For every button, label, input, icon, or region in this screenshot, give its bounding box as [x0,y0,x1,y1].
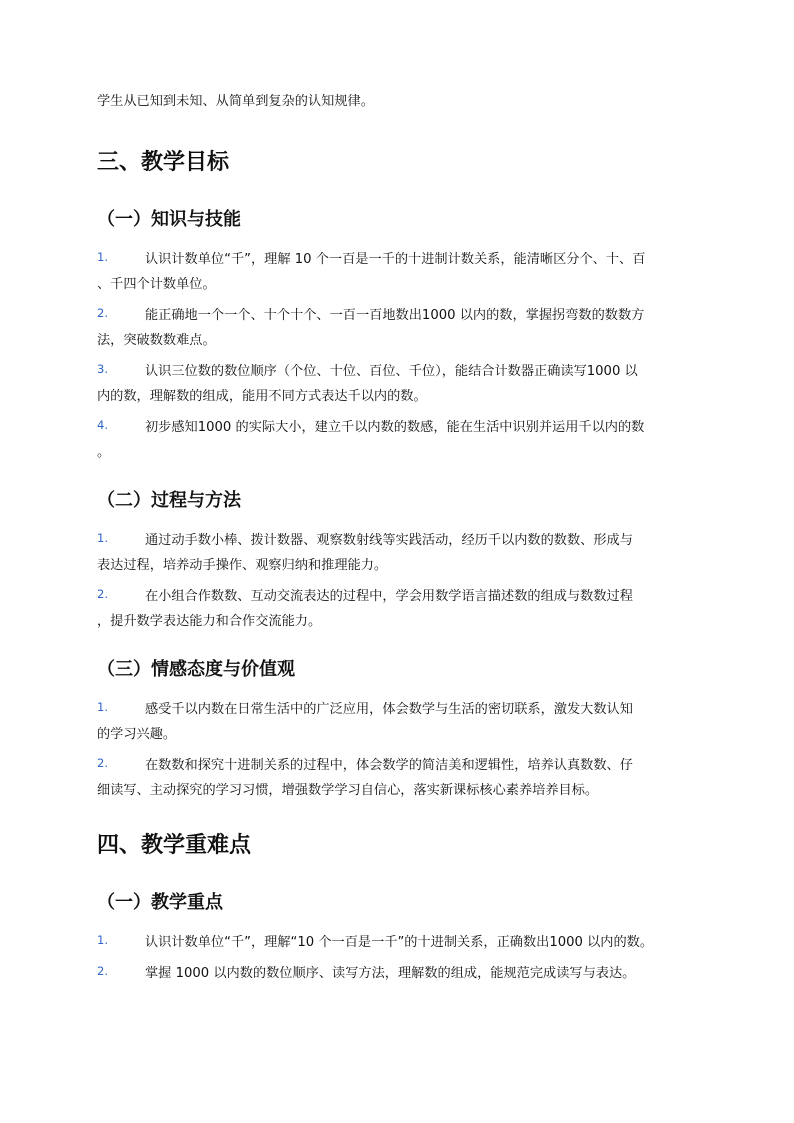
section-3-1-heading: （一）知识与技能 [97,209,241,230]
process-methods-list [97,528,703,634]
list-item-line: 感受千以内数在日常生活中的广泛应用，体会数学与生活的密切联系，激发大数认知 [145,702,633,717]
list-item [97,753,703,803]
list-item [97,584,703,634]
list-number: 1. [97,933,108,947]
list-number: 1. [97,700,108,714]
list-number: 2. [97,756,108,770]
list-number: 2. [97,306,108,320]
list-item [97,303,703,353]
knowledge-skills-list [97,247,703,465]
list-number: 1. [97,531,108,545]
list-item-line: ，提升数学表达能力和合作交流能力。 [97,614,322,629]
list-item-line: 内的数，理解数的组成，能用不同方式表达千以内的数。 [97,389,427,404]
list-item-line: 认识计数单位“千”，理解 10 个一百是一千的十进制计数关系，能清晰区分个、十、百 [145,252,646,267]
list-item [97,930,703,955]
list-item-line: 通过动手数小棒、拨计数器、观察数射线等实践活动，经历千以内数的数数、形成与 [145,533,633,548]
section-3-2-heading: （二）过程与方法 [97,490,241,511]
list-number: 2. [97,964,108,978]
values-list [97,697,703,803]
list-item [97,961,703,986]
list-item-line: 表达过程，培养动手操作、观察归纳和推理能力。 [97,558,388,573]
list-item-line: 在小组合作数数、互动交流表达的过程中，学会用数学语言描述数的组成与数数过程 [145,589,633,604]
list-number: 1. [97,250,108,264]
list-item-line: 在数数和探究十进制关系的过程中，体会数学的简洁美和逻辑性，培养认真数数、仔 [145,758,633,773]
intro-paragraph: 学生从已知到未知、从简单到复杂的认知规律。 [97,94,374,109]
list-item [97,247,703,297]
list-item-line: 细读写、主动探究的学习习惯，增强数学学习自信心，落实新课标核心素养培养目标。 [97,783,599,798]
list-item-line: 、千四个计数单位。 [97,277,216,292]
list-number: 2. [97,587,108,601]
section-3-3-heading: （三）情感态度与价值观 [97,659,295,680]
list-number: 4. [97,418,108,432]
list-item [97,359,703,409]
list-item [97,528,703,578]
section-3-heading: 三、教学目标 [97,150,230,175]
list-item-line: 初步感知1000 的实际大小，建立千以内数的数感，能在生活中识别并运用千以内的数 [145,420,645,435]
section-4-heading: 四、教学重难点 [97,833,252,858]
key-points-list [97,930,703,986]
list-item-line: 的学习兴趣。 [97,727,177,742]
list-item-line: 能正确地一个一个、十个十个、一百一百地数出1000 以内的数，掌握拐弯数的数数方 [145,308,645,323]
list-item-line: 。 [97,445,111,460]
document-content [97,92,703,986]
section-4-1-heading: （一）教学重点 [97,892,223,913]
list-item-line: 认识计数单位“千”，理解“10 个一百是一千”的十进制关系，正确数出1000 以内的数。 [145,935,654,950]
list-item-line: 法，突破数数难点。 [97,333,216,348]
list-item-line: 认识三位数的数位顺序（个位、十位、百位、千位），能结合计数器正确读写1000 以 [145,364,638,379]
list-item-line: 掌握 1000 以内数的数位顺序、读写方法，理解数的组成，能规范完成读写与表达。 [145,966,636,981]
list-item [97,697,703,747]
list-item [97,415,703,465]
list-number: 3. [97,362,108,376]
